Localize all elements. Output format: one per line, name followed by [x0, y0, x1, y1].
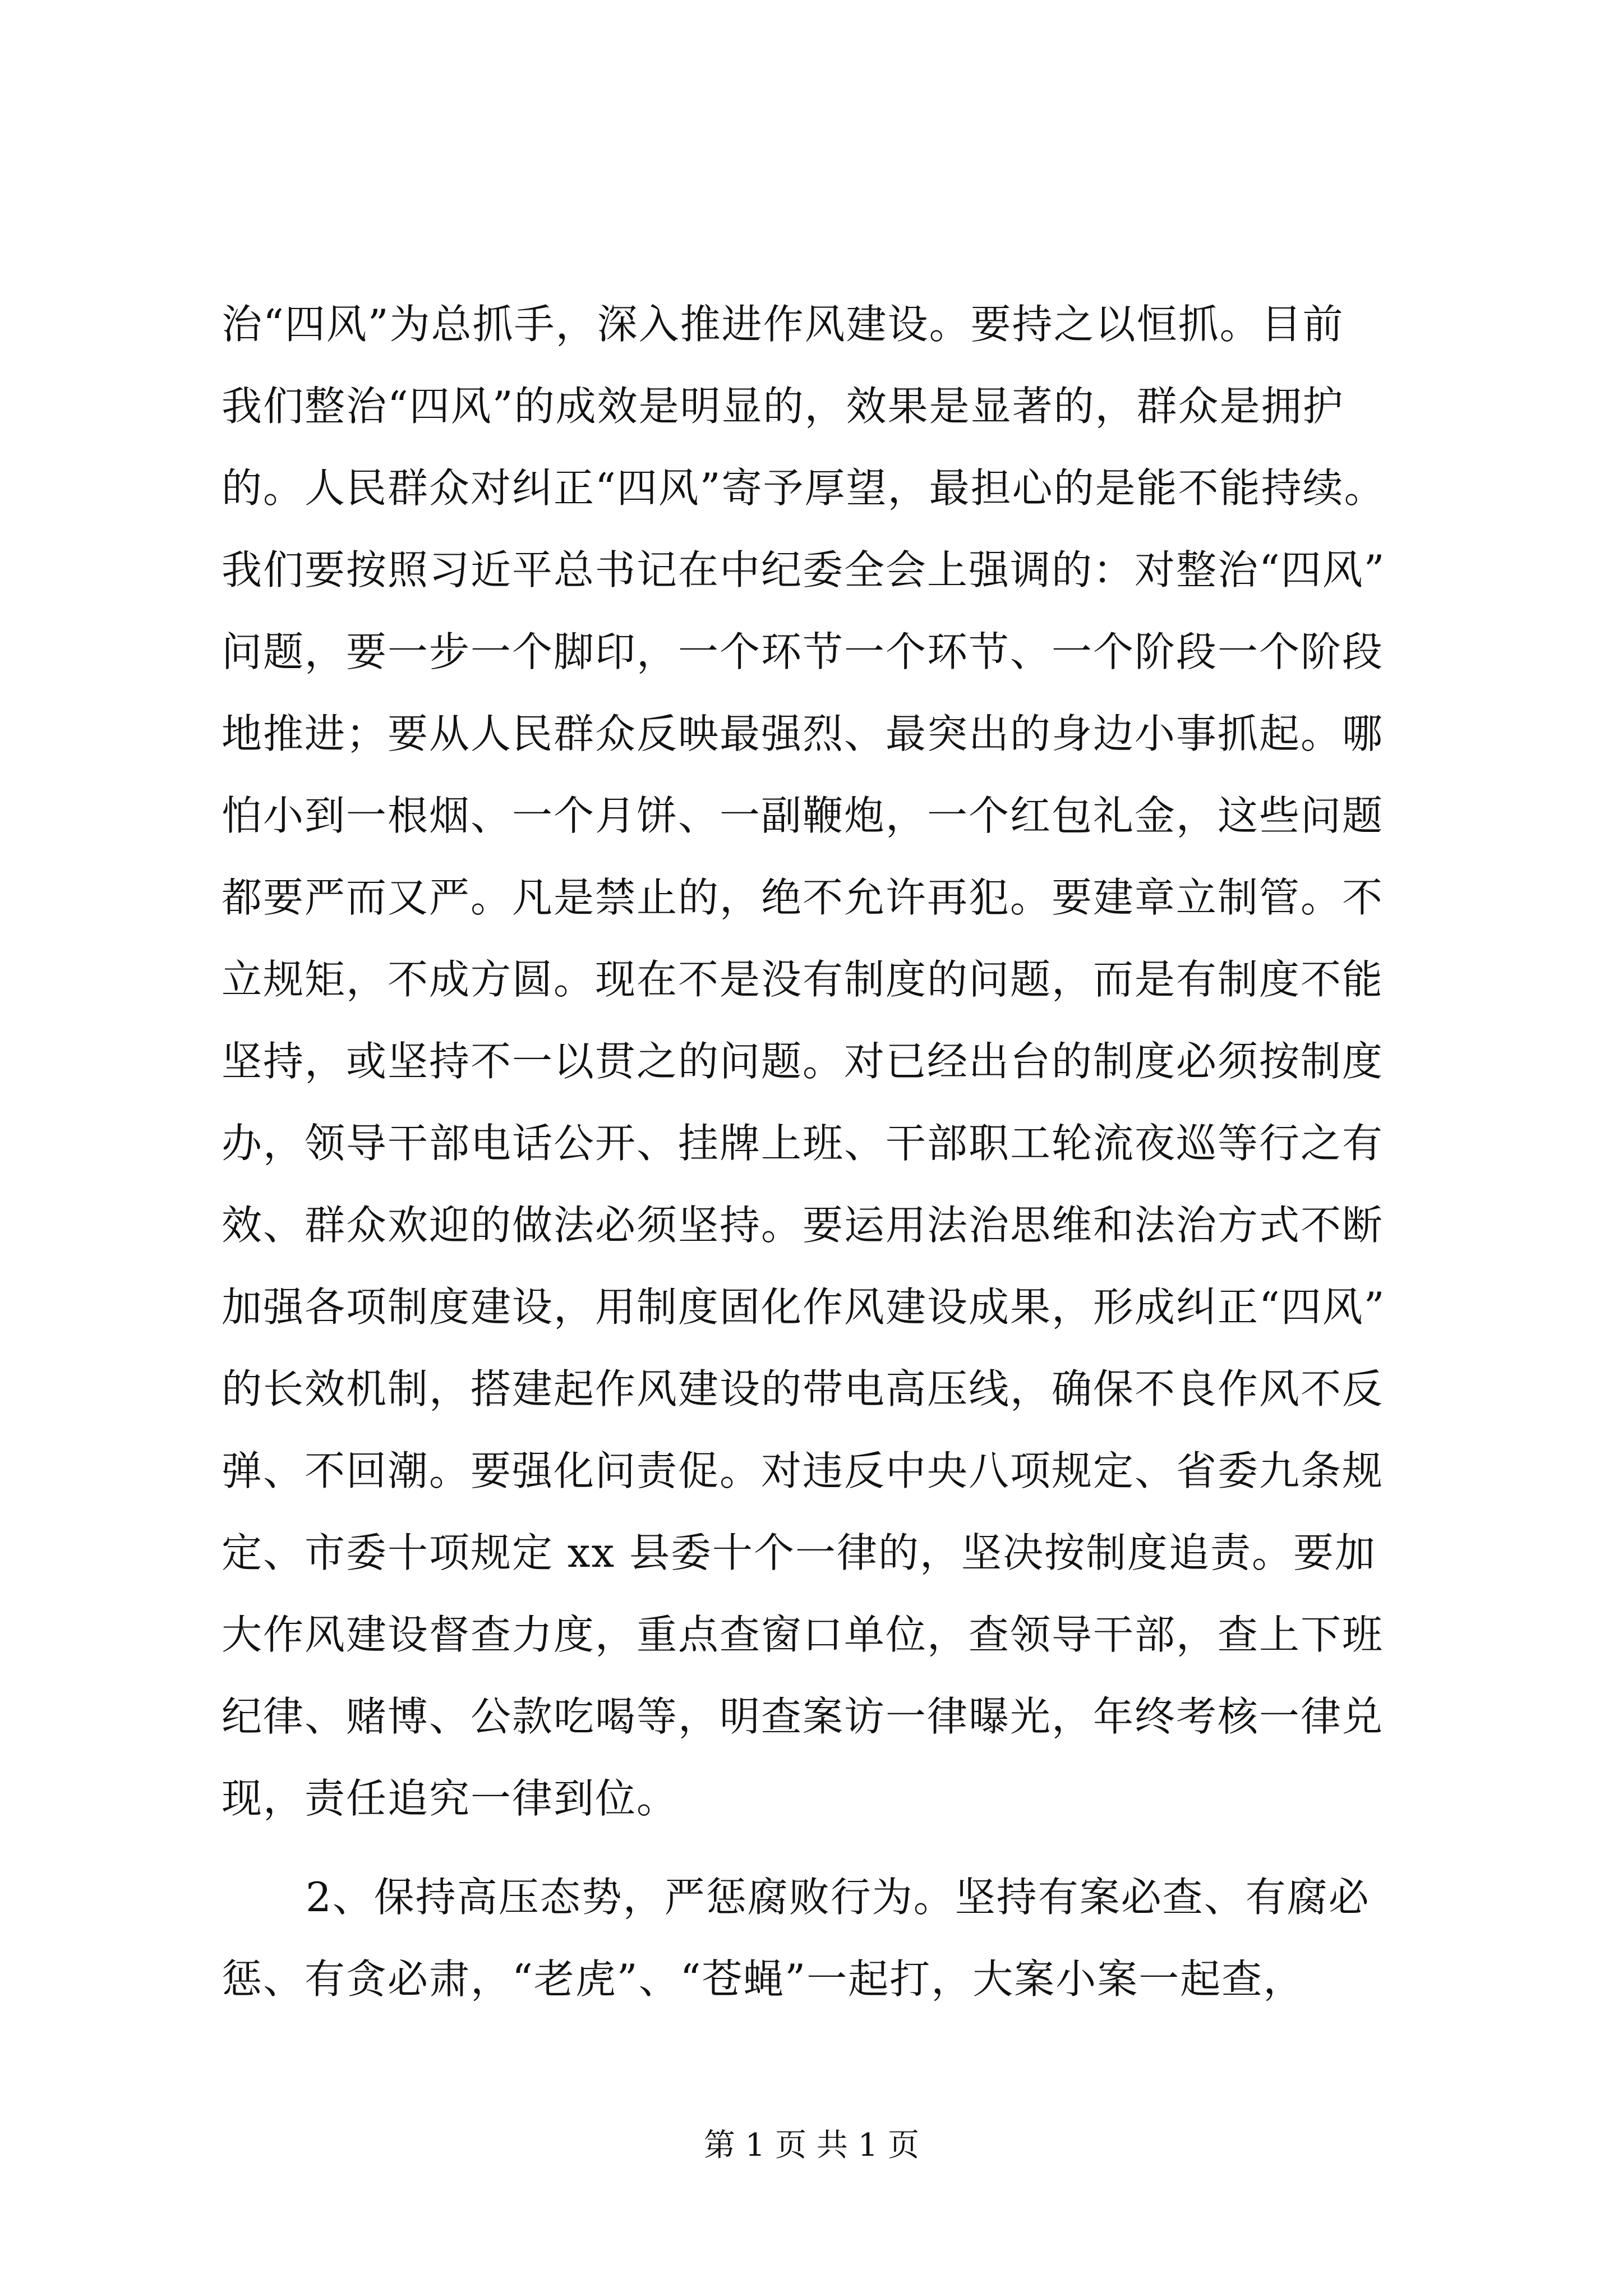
paragraph-start-line: 2、保持高压态势，严惩腐败行为。坚持有案必查、有腐必: [306, 1874, 1370, 1921]
text-line: 定、市委十项规定 xx 县委十个一律的，坚决按制度追责。要加: [222, 1529, 1376, 1576]
text-line: 我们要按照习近平总书记在中纪委全会上强调的：对整治“四风”: [222, 546, 1386, 593]
text-line: 都要严而又严。凡是禁止的，绝不允许再犯。要建章立制管。不: [222, 874, 1384, 921]
text-line: 怕小到一根烟、一个月饼、一副鞭炮，一个红包礼金，这些问题: [222, 792, 1384, 839]
text-line: 现，责任追究一律到位。: [222, 1775, 679, 1822]
text-line: 弹、不回潮。要强化问责促。对违反中央八项规定、省委九条规: [222, 1447, 1384, 1494]
text-line: 问题，要一步一个脚印，一个环节一个环节、一个阶段一个阶段: [222, 628, 1384, 675]
page-footer: 第 1 页 共 1 页: [703, 2127, 920, 2164]
text-line: 加强各项制度建设，用制度固化作风建设成果，形成纠正“四风”: [222, 1283, 1386, 1331]
text-line: 的。人民群众对纠正“四风”寄予厚望，最担心的是能不能持续。: [222, 464, 1386, 512]
text-line: 纪律、赌博、公款吃喝等，明查案访一律曝光，年终考核一律兑: [222, 1693, 1384, 1740]
text-line: 办，领导干部电话公开、挂牌上班、干部职工轮流夜巡等行之有: [222, 1120, 1384, 1167]
document-body: [222, 283, 1433, 2020]
text-line: 的长效机制，搭建起作风建设的带电高压线，确保不良作风不反: [222, 1365, 1384, 1412]
text-line: 惩、有贪必肃，“老虎”、“苍蝇”一起打，大案小案一起查，: [222, 1955, 1305, 2003]
text-line: 我们整治“四风”的成效是明显的，效果是显著的，群众是拥护: [222, 383, 1344, 430]
text-line: 立规矩，不成方圆。现在不是没有制度的问题，而是有制度不能: [222, 956, 1384, 1003]
text-line: 效、群众欢迎的做法必须坚持。要运用法治思维和法治方式不断: [222, 1202, 1384, 1249]
text-line: 坚持，或坚持不一以贯之的问题。对已经出台的制度必须按制度: [222, 1038, 1384, 1085]
text-line: 治“四风”为总抓手，深入推进作风建设。要持之以恒抓。目前: [222, 301, 1344, 348]
text-line: 地推进；要从人民群众反映最强烈、最突出的身边小事抓起。哪: [222, 710, 1384, 757]
text-line: 大作风建设督查力度，重点查窗口单位，查领导干部，查上下班: [222, 1611, 1384, 1658]
